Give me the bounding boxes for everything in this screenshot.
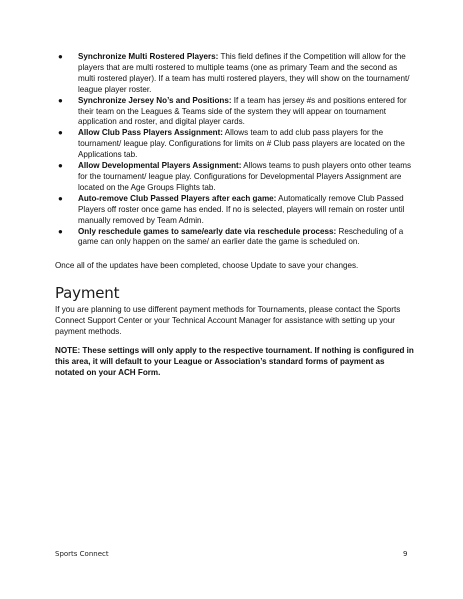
bullet-icon: ●	[58, 95, 63, 105]
list-item	[55, 96, 413, 129]
note-paragraph: NOTE: These settings will only apply to the respective tournament. If nothing is configured in this area, it will default to your League or Association’s standard forms of payment as notated on your ACH Form.	[55, 346, 414, 377]
list-item	[55, 52, 413, 96]
list-item-title: Synchronize Multi Rostered Players:	[78, 52, 219, 61]
footer-brand: Sports Connect	[55, 550, 109, 558]
list-item-title: Only reschedule games to same/early date via reschedule process:	[78, 226, 337, 236]
list-item	[55, 194, 413, 227]
page-number: 9	[403, 550, 408, 558]
list-item	[55, 128, 413, 161]
list-item-title: Allow Developmental Players Assignment:	[78, 161, 242, 171]
settings-bullet-list	[55, 52, 413, 248]
section-heading-payment: Payment	[55, 284, 120, 302]
list-item-title: Auto-remove Club Passed Players after each game:	[78, 193, 277, 203]
list-item	[55, 161, 413, 194]
bullet-icon: ●	[58, 52, 63, 61]
list-item-text: Rescheduling of a game can only happen on the same/ an earlier date the game is scheduled on.	[78, 226, 404, 247]
list-item-text: Allows teams to push players onto other teams for the tournament/ league play. Configurations for Developmental Players Assignment are located on the Age Groups Flights tab.	[78, 161, 412, 192]
list-item-title: Synchronize Jersey No’s and Positions:	[78, 95, 232, 105]
list-item-text: This field defines if the Competition will allow for the players that are multi rostered to multiple teams (one as primary Team and the second as multi rostered player). If a team has multi rostered players, they will show on the tournament/ league player roster.	[78, 52, 410, 94]
list-item-title: Allow Club Pass Players Assignment:	[78, 128, 223, 138]
payment-paragraph: If you are planning to use different payment methods for Tournaments, please contact the Sports Connect Support Center or your Technical Account Manager for assistance with setting up your payment methods.	[55, 305, 401, 336]
list-item-text: Automatically remove Club Passed Players off roster once game has ended. If no is selected, players will remain on roster until manually removed by Team Admin.	[78, 193, 405, 225]
list-item	[55, 227, 413, 249]
bullet-icon: ●	[58, 226, 63, 236]
bullet-icon: ●	[58, 128, 63, 138]
list-item-text: If a team has jersey #s and positions entered for their team on the Leagues & Teams side of the system they will appear on tournament application and roster, and digital player cards.	[78, 95, 407, 127]
list-item-text: Allows team to add club pass players for the tournament/ league play. Configurations for limits on # Club pass players are located on the Applications tab.	[78, 128, 405, 160]
closing-paragraph: Once all of the updates have been completed, choose Update to save your changes.	[55, 261, 359, 270]
bullet-icon: ●	[58, 161, 63, 171]
bullet-icon: ●	[58, 193, 63, 203]
